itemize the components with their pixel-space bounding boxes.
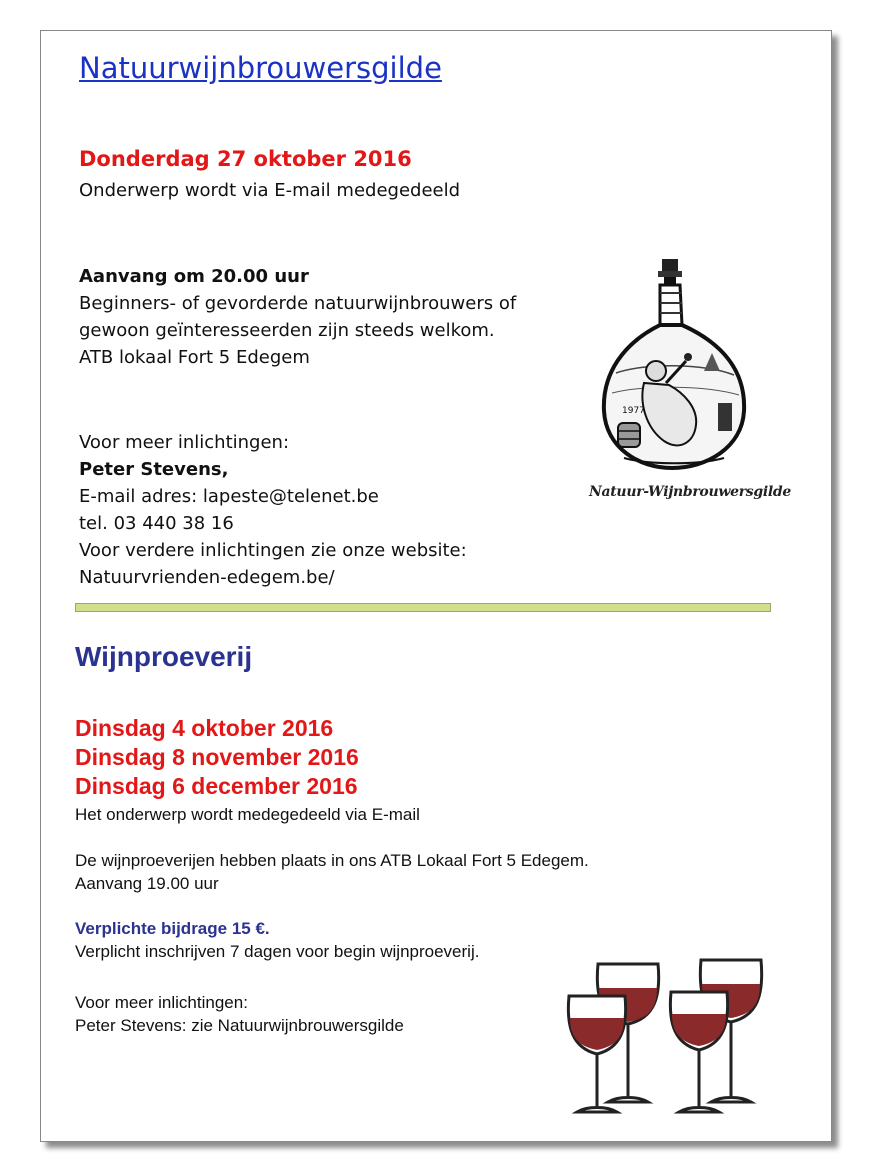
wijnproeverij-title: Wijnproeverij <box>75 641 253 672</box>
gilde-website-label: Voor verdere inlichtingen zie onze website: <box>79 540 467 561</box>
gilde-info-label: Voor meer inlichtingen: <box>79 432 290 453</box>
bottle-logo-icon <box>594 253 754 478</box>
gilde-title-link[interactable]: Natuurwijnbrouwersgilde <box>79 51 442 85</box>
gilde-start-time: Aanvang om 20.00 uur <box>79 266 309 287</box>
logo-year: 1977 <box>622 406 645 416</box>
proeverij-date-1: Dinsdag 4 oktober 2016 <box>75 715 334 741</box>
gilde-email: E-mail adres: lapeste@telenet.be <box>79 486 379 507</box>
section-divider <box>75 603 771 612</box>
gilde-phone: tel. 03 440 38 16 <box>79 513 234 534</box>
proeverij-date-3: Dinsdag 6 december 2016 <box>75 773 358 799</box>
proeverij-date-2: Dinsdag 8 november 2016 <box>75 744 359 770</box>
gilde-line-3: ATB lokaal Fort 5 Edegem <box>79 347 310 368</box>
proeverij-registration: Verplicht inschrijven 7 dagen voor begin wijnproeverij. <box>75 942 480 961</box>
gilde-subject: Onderwerp wordt via E-mail medegedeeld <box>79 180 461 201</box>
logo-caption: Natuur-Wijnbrouwersgilde <box>589 484 791 500</box>
gilde-contact-name: Peter Stevens, <box>79 459 229 480</box>
proeverij-start: Aanvang 19.00 uur <box>75 874 219 893</box>
proeverij-info-label: Voor meer inlichtingen: <box>75 993 248 1012</box>
wine-glasses-icon <box>563 956 793 1116</box>
gilde-line-1: Beginners- of gevorderde natuurwijnbrouwers of <box>79 293 517 314</box>
proeverij-contribution: Verplichte bijdrage 15 €. <box>75 919 270 938</box>
flyer-page <box>40 30 832 1142</box>
proeverij-contact: Peter Stevens: zie Natuurwijnbrouwersgilde <box>75 1016 404 1035</box>
gilde-line-2: gewoon geïnteresseerden zijn steeds welkom. <box>79 320 495 341</box>
proeverij-location: De wijnproeverijen hebben plaats in ons ATB Lokaal Fort 5 Edegem. <box>75 851 589 870</box>
proeverij-subject: Het onderwerp wordt medegedeeld via E-mail <box>75 805 420 824</box>
gilde-website[interactable]: Natuurvrienden-edegem.be/ <box>79 567 335 588</box>
gilde-date: Donderdag 27 oktober 2016 <box>79 147 412 171</box>
